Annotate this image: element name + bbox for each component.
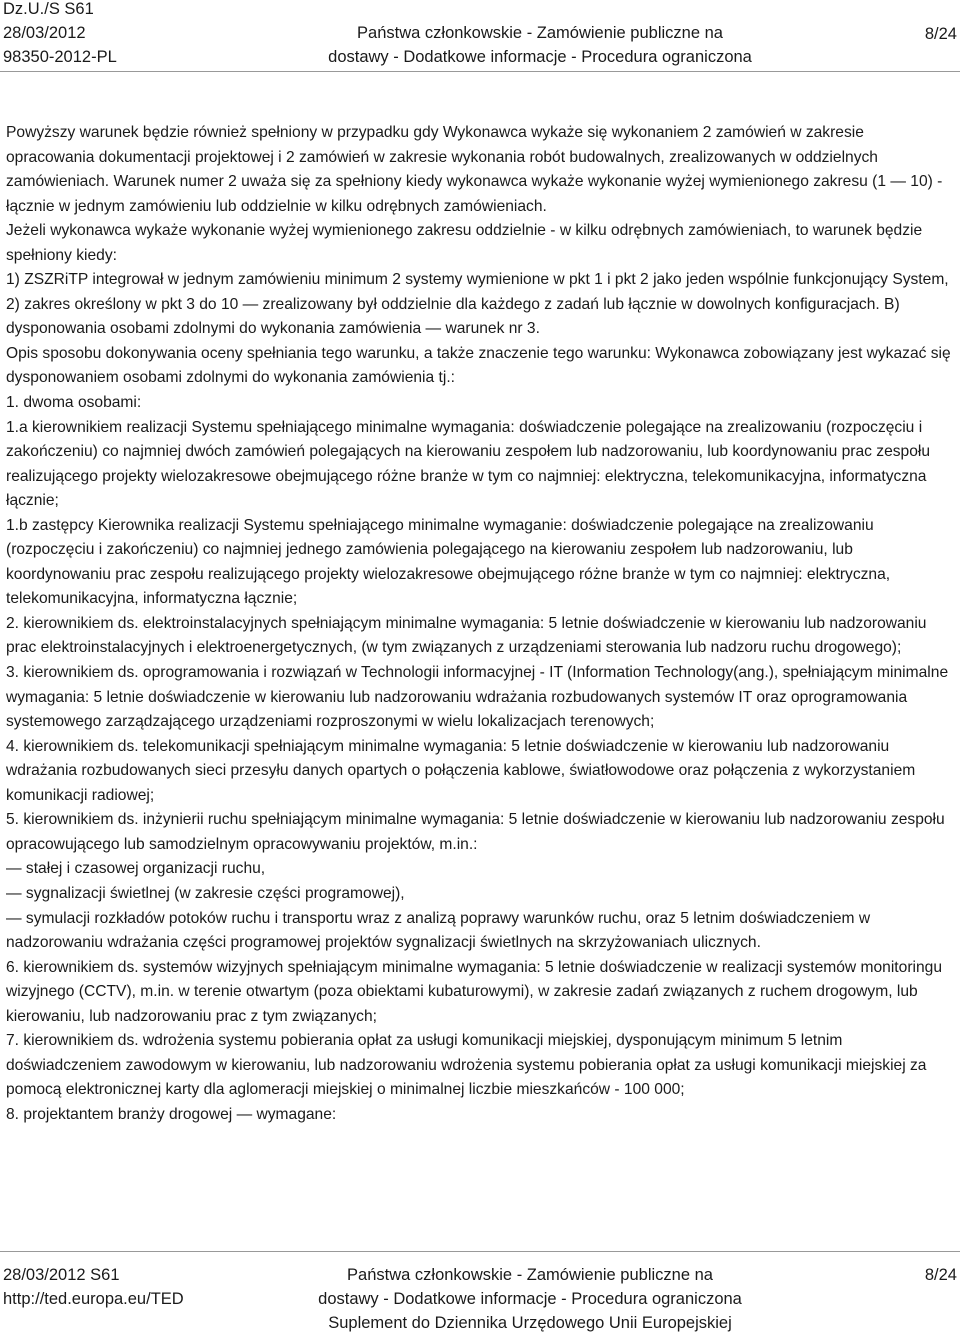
header-title-line2: dostawy - Dodatkowe informacje - Procedura ograniczona (328, 48, 752, 66)
paragraph: 5. kierownikiem ds. inżynierii ruchu spełniającym minimalne wymagania: 5 letnie doświadczenie w kierowaniu lub nadzorowaniu zespołu opracowującego lub samodzielnym opracowywaniu projektów, m.in.: (6, 811, 945, 853)
paragraph: 7. kierownikiem ds. wdrożenia systemu pobierania opłat za usługi komunikacji miejskiej, dysponującym minimum 5 letnim doświadczeniem zawodowym w kierowaniu, lub nadzorowaniu wdrożenia systemu pobierania opłat za usługi komunikacji miejskiej za pomocą elektronicznej karty dla aglomeracji miejskiej o minimalnej liczbie mieszkańców - 100 000; (6, 1032, 927, 1099)
header-date: 28/03/2012 (3, 24, 86, 42)
paragraph: — symulacji rozkładów potoków ruchu i transportu wraz z analizą poprawy warunków ruchu, oraz 5 letnim doświadczeniem w nadzorowaniu wdrażania części programowej projektów sygnalizacji świetlnych na skrzyżowaniach ulicznych. (6, 909, 871, 952)
paragraph: 2. kierownikiem ds. elektroinstalacyjnych spełniającym minimalne wymagania: 5 letnie doświadczenie w kierowaniu lub nadzorowaniu prac elektroinstalacyjnych i elektroenergetycznych, (w tym związanych z urządzeniami sterowania lub nadzoru ruchu drogowego); (6, 614, 927, 657)
footer-title-line1: Państwa członkowskie - Zamówienie publiczne na (347, 1266, 713, 1284)
footer-title-line3: Suplement do Dziennika Urzędowego Unii Europejskiej (328, 1314, 732, 1332)
footer-url[interactable]: http://ted.europa.eu/TED (3, 1290, 184, 1308)
paragraph: 3. kierownikiem ds. oprogramowania i rozwiązań w Technologii informacyjnej - IT (Information Technology(ang.), spełniającym minimalne wymagania: 5 letnie doświadczenie w kierowaniu lub nadzorowaniu wdrażania rozbudowanych systemów IT oraz oprogramowania systemowego zarządzającego urządzeniami rozproszonymi w wielu lokalizacjach terenowych; (6, 664, 949, 731)
paragraph: 1. dwoma osobami: (6, 394, 142, 412)
paragraph: Powyższy warunek będzie również spełniony w przypadku gdy Wykonawca wykaże się wykonaniem 2 zamówień w zakresie opracowania dokumentacji projektowej i 2 zamówień w zakresie wykonania robót budowalnych, zrealizowanych w oddzielnych zamówieniach. Warunek numer 2 uważa się za spełniony kiedy wykonawca wykaże wykonanie wyżej wymienionego zakresu (1 — 10) - łącznie w jednym zamówieniu lub oddzielnie w kilku odrębnych zamówieniach. (6, 124, 943, 215)
paragraph: Opis sposobu dokonywania oceny spełniania tego warunku, a także znaczenie tego warunku: Wykonawca zobowiązany jest wykazać się dysponowaniem osobami zdolnymi do wykonania zamówienia tj.: (6, 344, 951, 387)
paragraph: Jeżeli wykonawca wykaże wykonanie wyżej wymienionego zakresu oddzielnie - w kilku odrębnych zamówieniach, to warunek będzie spełniony kiedy: (6, 222, 923, 264)
paragraph: 1) ZSZRiTP integrował w jednym zamówieniu minimum 2 systemy wymienione w pkt 1 i pkt 2 jako jeden wspólnie funkcjonujący System, (6, 271, 949, 289)
footer-date-ref: 28/03/2012 S61 (3, 1266, 120, 1284)
paragraph: 6. kierownikiem ds. systemów wizyjnych spełniającym minimalne wymagania: 5 letnie doświadczenie w realizacji systemów monitoringu wizyjnego (CCTV), m.in. w terenie otwartym (poza obiektami kubaturowymi), w zakresie zadań związanych z ruchem drogowym, lub kierowaniu, lub nadzorowaniu prac z tym związanych; (6, 958, 942, 1025)
header-page-number: 8/24 (924, 25, 957, 43)
paragraph: 1.a kierownikiem realizacji Systemu spełniającego minimalne wymagania: doświadczenie polegające na zrealizowaniu (rozpoczęciu i zakończeniu) co najmniej dwóch zamówień polegających na kierowaniu zespołem lub nadzorowaniu, lub koordynowaniu prac zespołu realizującego projekty wielozakresowe obejmującego różne branże w tym co najmniej: elektryczna, telekomunikacyjna, informatyczna łącznie; (6, 418, 931, 510)
header-title-line1: Państwa członkowskie - Zamówienie publiczne na (357, 24, 723, 42)
paragraph: 8. projektantem branży drogowej — wymagane: (6, 1105, 337, 1123)
paragraph: 4. kierownikiem ds. telekomunikacji spełniającym minimalne wymagania: 5 letnie doświadczenie w kierowaniu lub nadzorowaniu wdrażania rozbudowanych sieci przesyłu danych opartych o połączenia kablowe, światłowodowe oraz połączenia z wykorzystaniem komunikacji radiowej; (6, 737, 916, 804)
document-body (6, 121, 954, 1127)
notice-id: 98350-2012-PL (3, 48, 117, 66)
doc-ref: Dz.U./S S61 (3, 0, 94, 18)
header-divider (0, 71, 960, 72)
paragraph: 2) zakres określony w pkt 3 do 10 — zrealizowany był oddzielnie dla każdego z zadań lub łącznie w dowolnych konfiguracjach. B) dysponowania osobami zdolnymi do wykonania zamówienia — warunek nr 3. (6, 295, 900, 338)
paragraph: 1.b zastępcy Kierownika realizacji Systemu spełniającego minimalne wymaganie: doświadczenie polegające na zrealizowaniu (rozpoczęciu i zakończeniu) co najmniej jednego zamówienia polegającego na kierowaniu zespołem lub nadzorowaniu, lub koordynowaniu prac zespołu realizującego projekty wielozakresowe obejmującego różne branże w tym co najmniej: elektryczna, telekomunikacyjna, informatyczna łącznie; (6, 516, 891, 608)
footer-page-number: 8/24 (924, 1266, 957, 1284)
paragraph: — sygnalizacji świetlnej (w zakresie części programowej), (6, 884, 405, 902)
paragraph: — stałej i czasowej organizacji ruchu, (6, 860, 266, 878)
footer-title-line2: dostawy - Dodatkowe informacje - Procedura ograniczona (318, 1290, 742, 1308)
footer-divider (0, 1251, 960, 1252)
